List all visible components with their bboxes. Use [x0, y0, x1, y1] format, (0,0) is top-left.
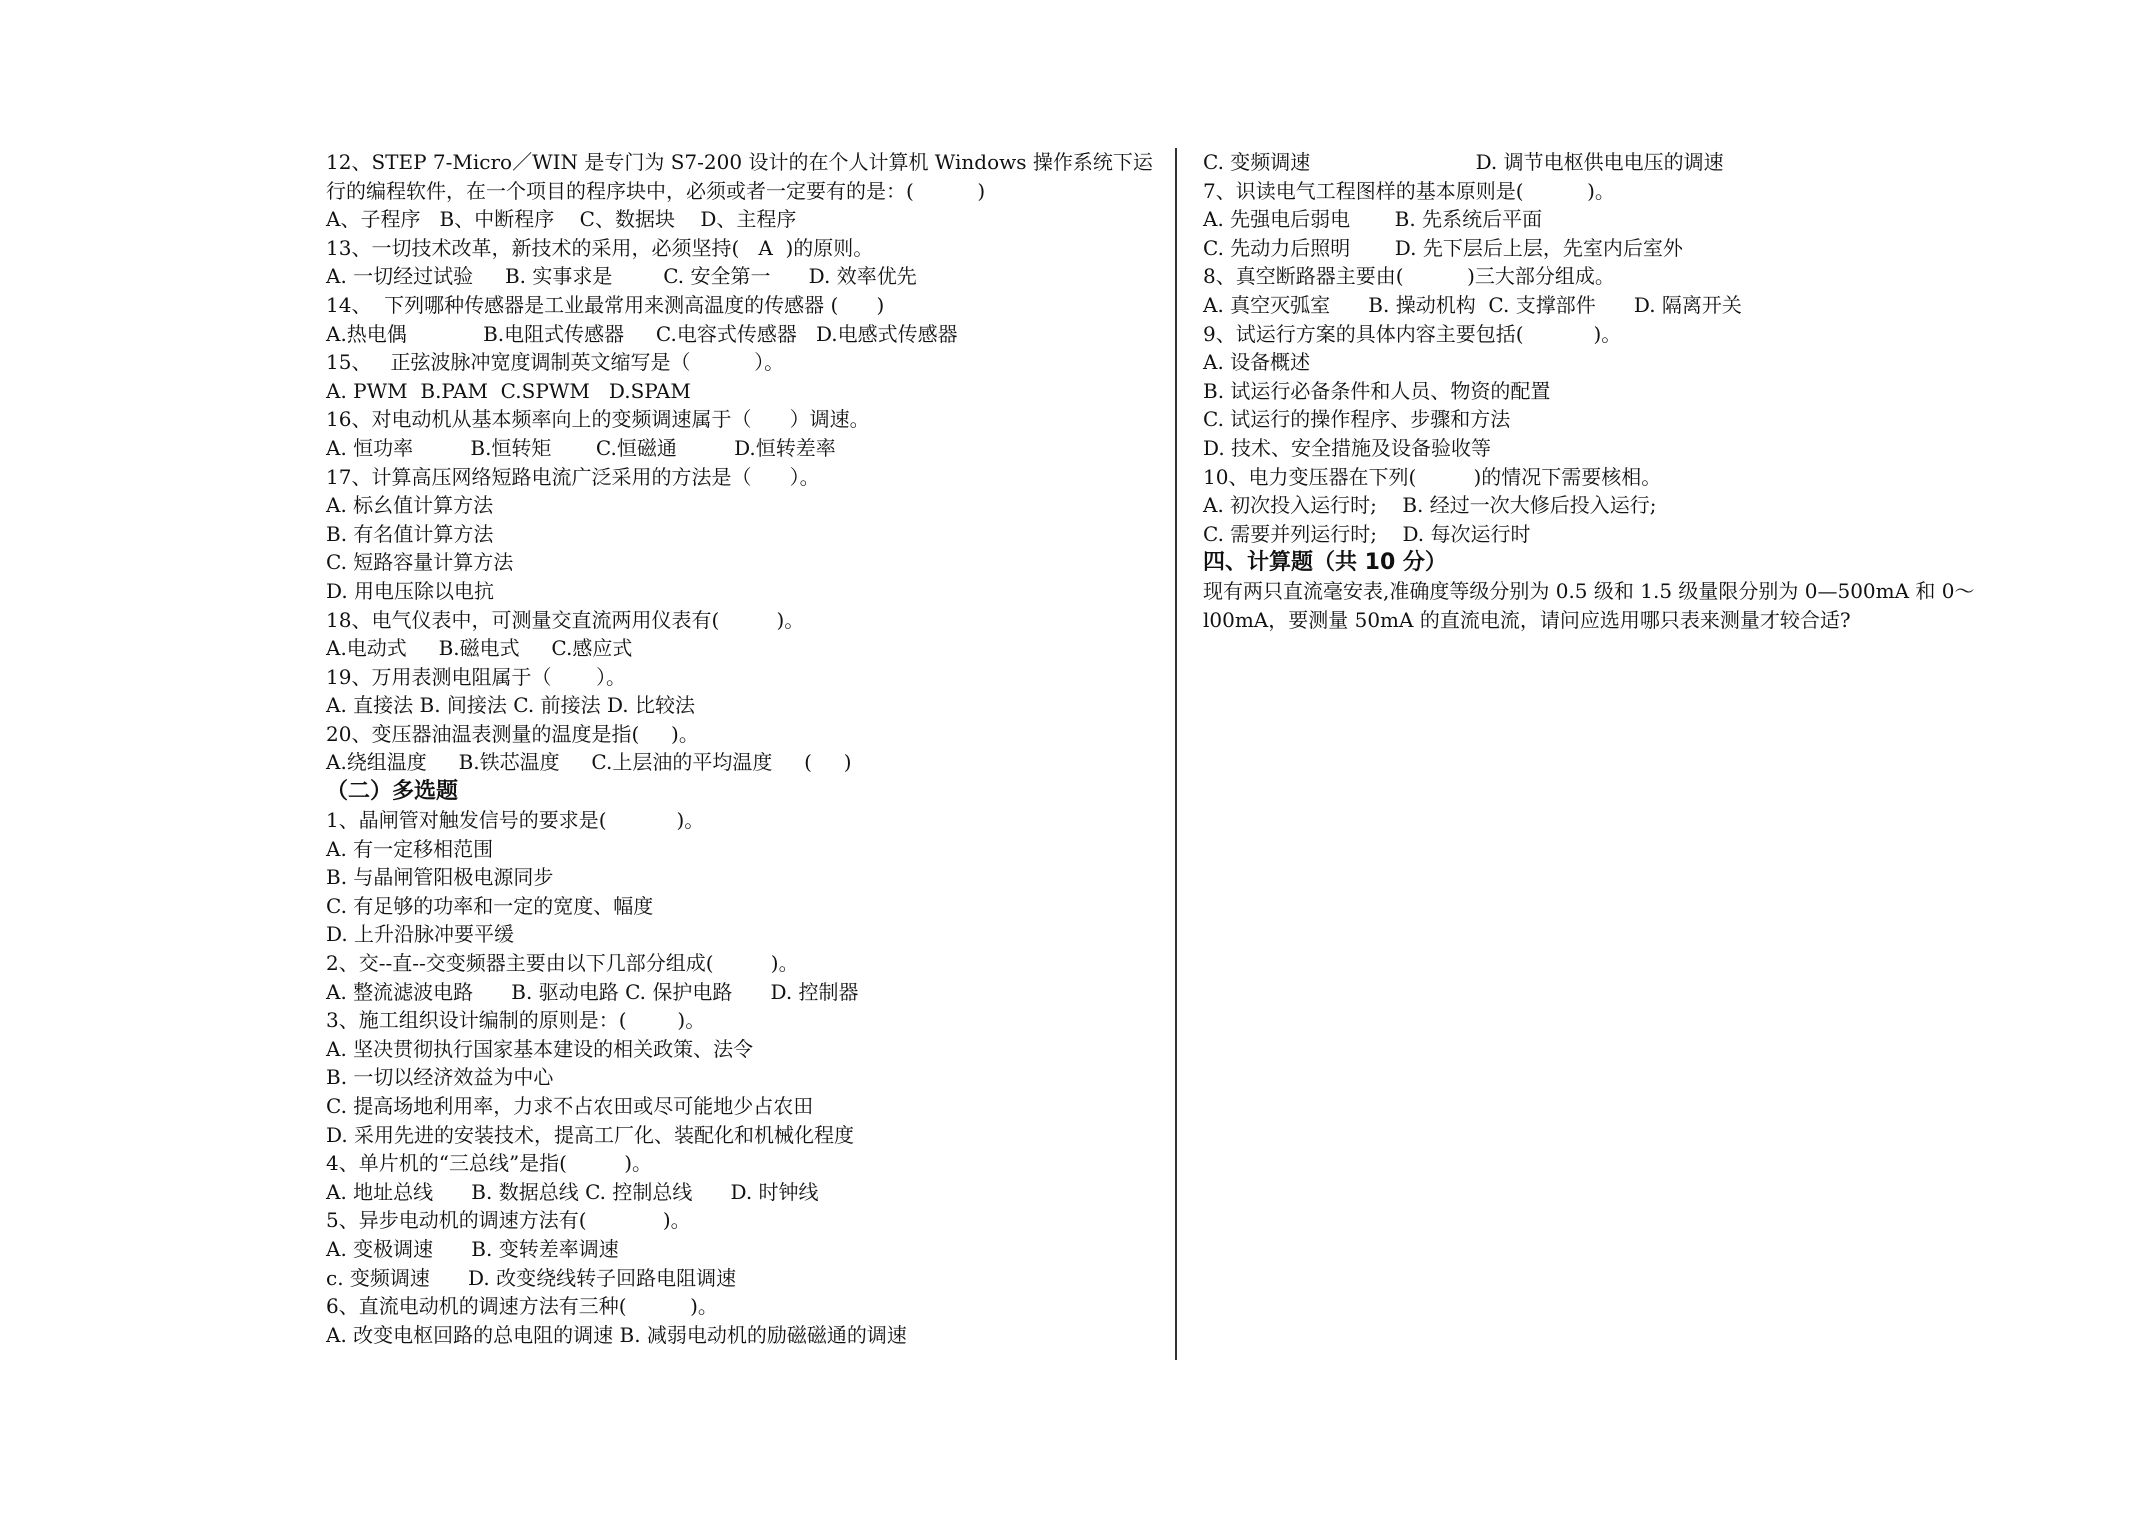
column-divider [1175, 148, 1177, 1360]
text-line: 7、识读电气工程图样的基本原则是( )。 [1203, 178, 1615, 203]
multiple-choice-questions-continued [1203, 148, 2043, 548]
text-line: 行的编程软件，在一个项目的程序块中，必须或者一定要有的是：( ) [326, 178, 986, 203]
section-title-calculation: 四、计算题（共 10 分） [1203, 550, 1447, 576]
text-line: D. 上升沿脉冲要平缓 [326, 922, 515, 947]
text-line: D. 采用先进的安装技术，提高工厂化、装配化和机械化程度 [326, 1122, 855, 1147]
text-line: B. 有名值计算方法 [326, 521, 494, 546]
text-line: 4、单片机的“三总线”是指( )。 [326, 1151, 652, 1176]
text-line: A. 整流滤波电路 B. 驱动电路 C. 保护电路 D. 控制器 [326, 979, 859, 1004]
text-line: 14、 下列哪种传感器是工业最常用来测高温度的传感器 ( ) [326, 292, 885, 317]
text-line: A. 设备概述 [1203, 350, 1311, 375]
text-line: 20、变压器油温表测量的温度是指( )。 [326, 721, 699, 746]
text-line: A. 地址总线 B. 数据总线 C. 控制总线 D. 时钟线 [326, 1179, 819, 1204]
text-line: C. 试运行的操作程序、步骤和方法 [1203, 407, 1511, 432]
text-line: A. 坚决贯彻执行国家基本建设的相关政策、法令 [326, 1036, 754, 1061]
text-line: A. 变极调速 B. 变转差率调速 [326, 1236, 619, 1261]
text-line: B. 一切以经济效益为中心 [326, 1065, 554, 1090]
text-line: 12、STEP 7-Micro／WIN 是专门为 S7-200 设计的在个人计算机 Windows 操作系统下运 [326, 150, 1153, 174]
text-line: 10、电力变压器在下列( )的情况下需要核相。 [1203, 464, 1662, 489]
calculation-question: 现有两只直流毫安表,准确度等级分别为 0.5 级和 1.5 级量限分别为 0—500mA 和 0～l00mA，要测量 50mA 的直流电流，请问应选用哪只表来测量才较合适? [1203, 579, 1975, 632]
text-line: 9、试运行方案的具体内容主要包括( )。 [1203, 321, 1622, 346]
text-line: 19、万用表测电阻属于（ ）。 [326, 664, 626, 689]
text-line: B. 与晶闸管阳极电源同步 [326, 865, 554, 890]
text-line: A. 先强电后弱电 B. 先系统后平面 [1203, 207, 1543, 232]
text-line: 15、 正弦波脉冲宽度调制英文缩写是（ ）。 [326, 350, 785, 375]
text-line: A.热电偶 B.电阻式传感器 C.电容式传感器 D.电感式传感器 [326, 321, 958, 346]
text-line: 16、对电动机从基本频率向上的变频调速属于（ ）调速。 [326, 407, 870, 432]
text-line: 17、计算高压网络短路电流广泛采用的方法是（ ）。 [326, 464, 820, 489]
text-line: c. 变频调速 D. 改变绕线转子回路电阻调速 [326, 1265, 737, 1290]
section-title-multiple-choice: （二）多选题 [326, 779, 459, 805]
text-line: A. 初次投入运行时; B. 经过一次大修后投入运行; [1203, 493, 1657, 518]
text-line: C. 短路容量计算方法 [326, 550, 514, 575]
text-line: A. 一切经过试验 B. 实事求是 C. 安全第一 D. 效率优先 [326, 264, 917, 289]
text-line: A. 标幺值计算方法 [326, 493, 494, 518]
multiple-choice-questions [326, 806, 1146, 1349]
text-line: 3、施工组织设计编制的原则是：( )。 [326, 1008, 706, 1033]
text-line: 18、电气仪表中，可测量交直流两用仪表有( )。 [326, 607, 805, 632]
text-line: A、子程序 B、中断程序 C、数据块 D、主程序 [326, 207, 797, 232]
text-line: A. PWM B.PAM C.SPWM D.SPAM [326, 378, 691, 403]
text-line: A. 真空灭弧室 B. 操动机构 C. 支撑部件 D. 隔离开关 [1203, 292, 1742, 317]
text-line: A. 有一定移相范围 [326, 836, 494, 861]
text-line: A. 改变电枢回路的总电阻的调速 B. 减弱电动机的励磁磁通的调速 [326, 1322, 907, 1347]
text-line: 6、直流电动机的调速方法有三种( )。 [326, 1294, 718, 1319]
single-choice-questions [326, 148, 1153, 777]
text-line: C. 有足够的功率和一定的宽度、幅度 [326, 893, 654, 918]
right-column [1203, 148, 2043, 635]
text-line: D. 用电压除以电抗 [326, 578, 495, 603]
left-column [326, 148, 1153, 1349]
text-line: A. 恒功率 B.恒转矩 C.恒磁通 D.恒转差率 [326, 435, 836, 460]
text-line: D. 技术、安全措施及设备验收等 [1203, 435, 1492, 460]
text-line: 2、交--直--交变频器主要由以下几部分组成( )。 [326, 951, 799, 976]
text-line: 5、异步电动机的调速方法有( )。 [326, 1208, 691, 1233]
text-line: C. 变频调速 D. 调节电枢供电电压的调速 [1203, 150, 1724, 174]
text-line: 1、晶闸管对触发信号的要求是( )。 [326, 808, 705, 833]
text-line: C. 先动力后照明 D. 先下层后上层，先室内后室外 [1203, 235, 1683, 260]
text-line: A.电动式 B.磁电式 C.感应式 [326, 636, 633, 661]
text-line: 13、一切技术改革，新技术的采用，必须坚持( A )的原则。 [326, 235, 874, 260]
text-line: A.绕组温度 B.铁芯温度 C.上层油的平均温度 ( ) [326, 750, 852, 775]
text-line: C. 提高场地利用率，力求不占农田或尽可能地少占农田 [326, 1094, 814, 1118]
text-line: A. 直接法 B. 间接法 C. 前接法 D. 比较法 [326, 693, 695, 718]
text-line: B. 试运行必备条件和人员、物资的配置 [1203, 378, 1551, 403]
text-line: 8、真空断路器主要由( )三大部分组成。 [1203, 264, 1615, 289]
text-line: C. 需要并列运行时; D. 每次运行时 [1203, 521, 1531, 546]
